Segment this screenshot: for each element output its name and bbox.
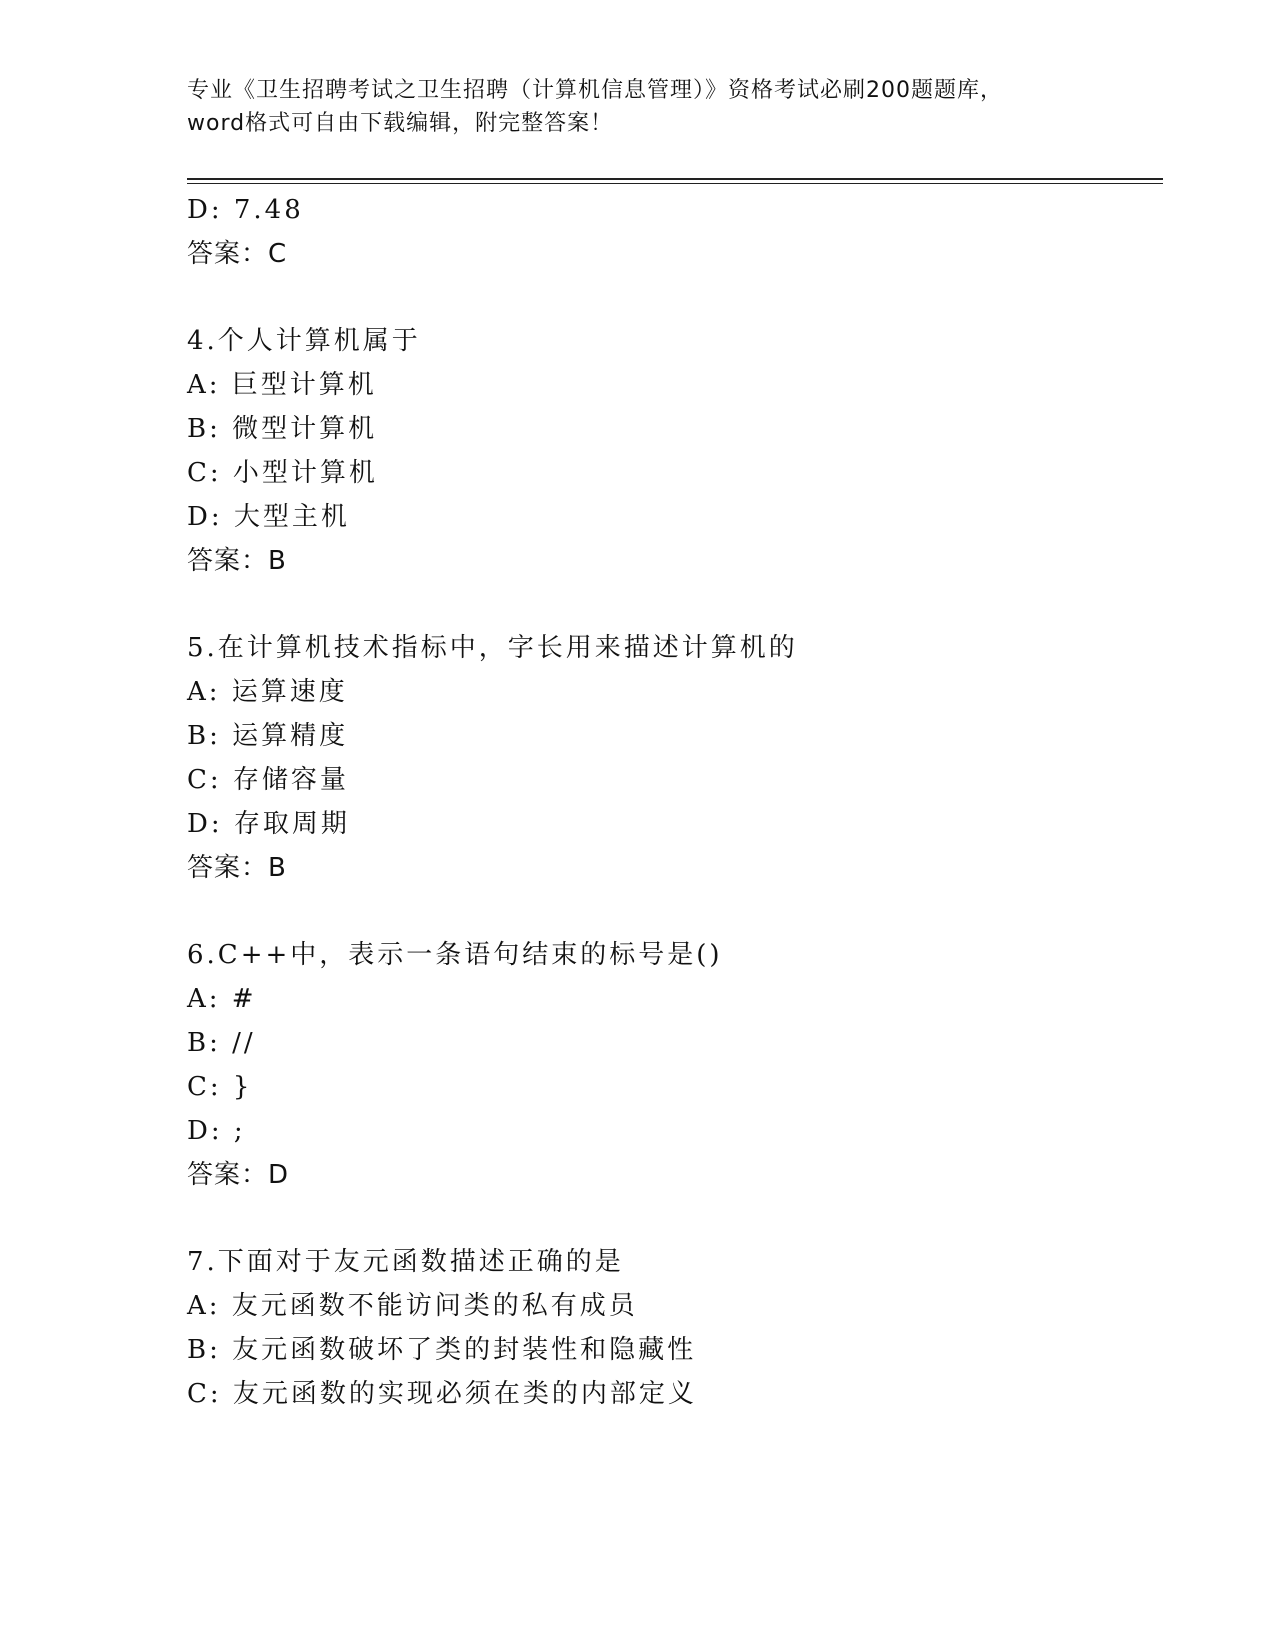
q7-option-c: C: 友元函数的实现必须在类的内部定义 bbox=[187, 1379, 697, 1409]
q3-answer: 答案：C bbox=[187, 239, 288, 269]
header-divider-thick bbox=[187, 178, 1163, 180]
q5-stem: 5.在计算机技术指标中，字长用来描述计算机的 bbox=[187, 633, 798, 663]
q5-option-a: A: 运算速度 bbox=[187, 677, 348, 707]
q6-stem: 6.C++中，表示一条语句结束的标号是() bbox=[187, 940, 723, 970]
q5-option-d: D: 存取周期 bbox=[187, 809, 350, 839]
q6-answer: 答案：D bbox=[187, 1160, 290, 1190]
header-divider-thin bbox=[187, 183, 1163, 184]
q6-option-c: C: } bbox=[187, 1072, 253, 1102]
document-header bbox=[187, 74, 1087, 140]
q5-answer: 答案：B bbox=[187, 853, 287, 883]
q4-option-a: A: 巨型计算机 bbox=[187, 370, 377, 400]
q7-option-a: A: 友元函数不能访问类的私有成员 bbox=[187, 1291, 638, 1321]
q7-option-b: B: 友元函数破坏了类的封装性和隐藏性 bbox=[187, 1335, 697, 1365]
q4-option-d: D: 大型主机 bbox=[187, 502, 350, 532]
q7-stem: 7.下面对于友元函数描述正确的是 bbox=[187, 1247, 624, 1277]
q6-option-b: B: // bbox=[187, 1028, 256, 1058]
q6-option-a: A: # bbox=[187, 984, 257, 1014]
header-title-line-1: 专业《卫生招聘考试之卫生招聘（计算机信息管理）》资格考试必刷200题题库， bbox=[187, 78, 1003, 103]
q4-answer: 答案：B bbox=[187, 546, 287, 576]
q4-option-b: B: 微型计算机 bbox=[187, 414, 378, 444]
q4-stem: 4.个人计算机属于 bbox=[187, 326, 421, 356]
q4-option-c: C: 小型计算机 bbox=[187, 458, 378, 488]
q5-option-b: B: 运算精度 bbox=[187, 721, 349, 751]
q3-option-d: D: 7.48 bbox=[187, 195, 304, 225]
q5-option-c: C: 存储容量 bbox=[187, 765, 349, 795]
q6-option-d: D: ; bbox=[187, 1116, 246, 1146]
header-title-line-2: word格式可自由下载编辑，附完整答案！ bbox=[187, 111, 614, 136]
